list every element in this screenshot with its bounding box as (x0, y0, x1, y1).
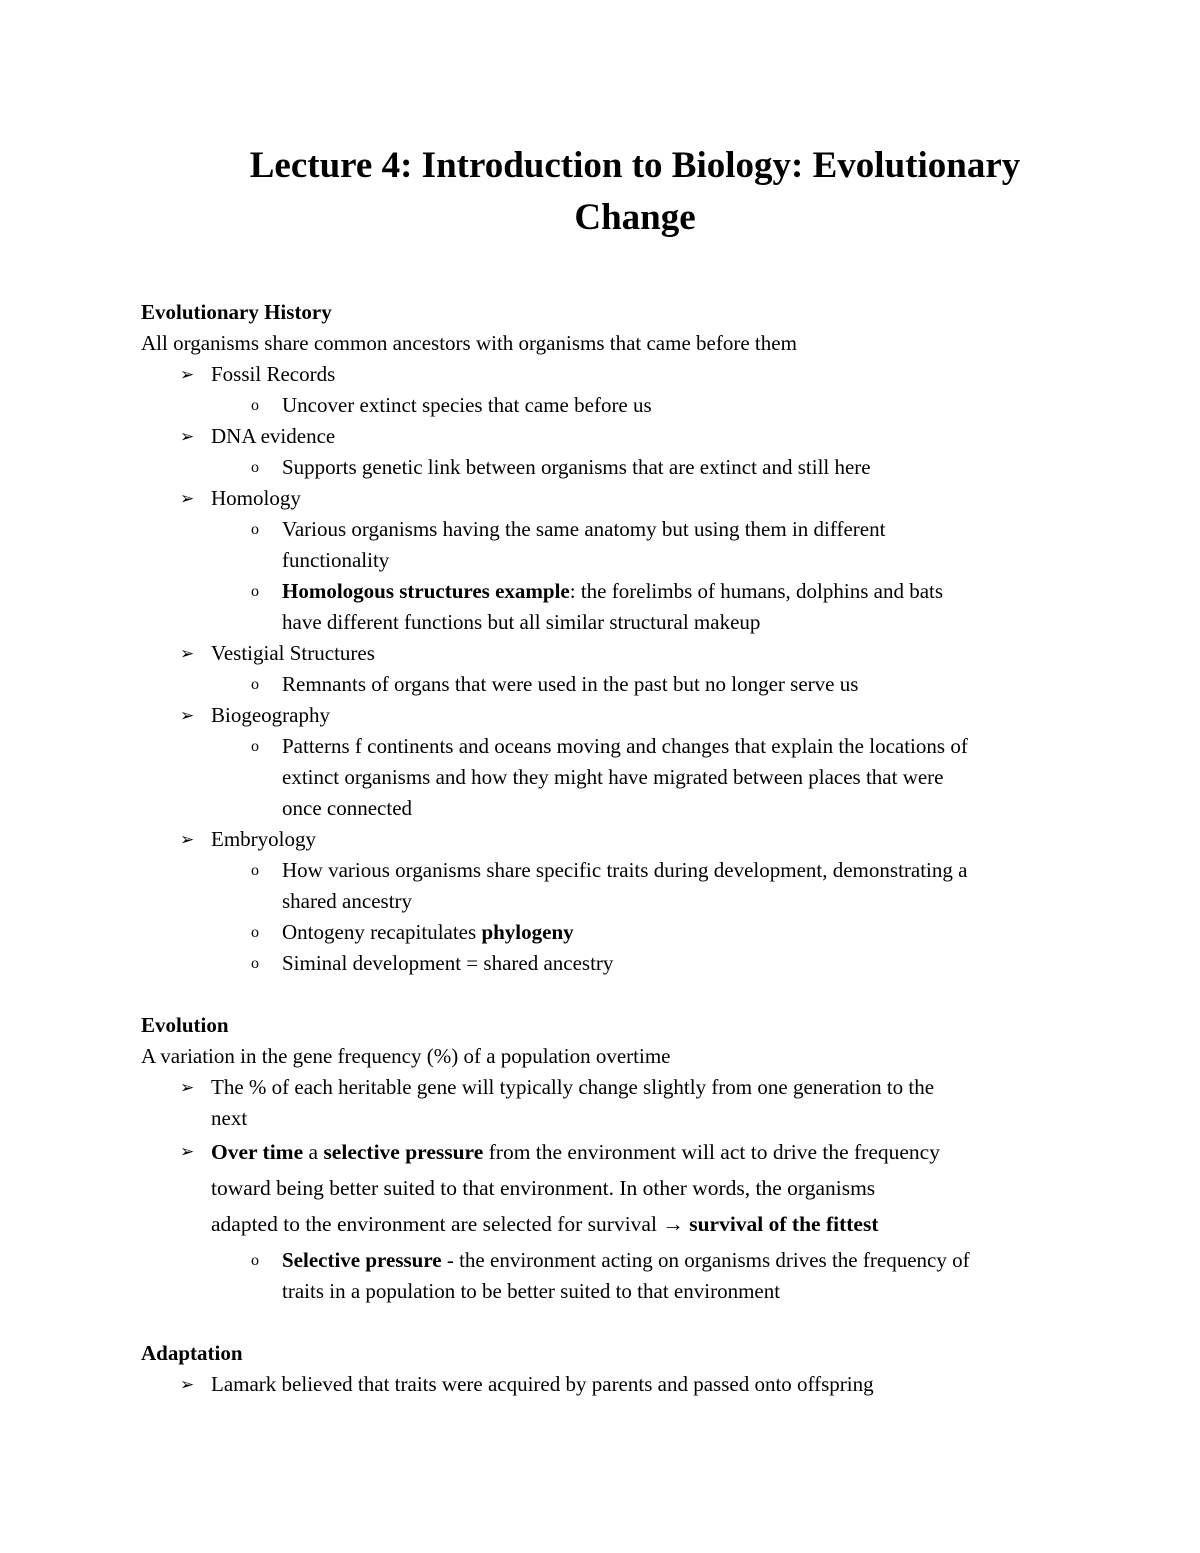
circle-bullet-icon: o (251, 924, 259, 941)
arrow-bullet-icon: ➢ (180, 365, 195, 384)
list-item-dna-evidence: DNA evidence (211, 424, 336, 448)
sub-item-embryo-1b: shared ancestry (282, 889, 413, 913)
circle-bullet-icon: o (251, 862, 259, 879)
sub-item-homology-2a (282, 576, 943, 607)
circle-bullet-icon: o (251, 738, 259, 755)
evolution-item-2-text-a: a (303, 1140, 324, 1164)
arrow-bullet-icon: ➢ (180, 644, 195, 663)
sub-item-embryo-2 (282, 917, 574, 948)
sub-item-homology-1b: functionality (282, 548, 390, 572)
sub-item-embryo-1a: How various organisms share specific traits during development, demonstrating a (282, 858, 968, 882)
page-title: Lecture 4: Introduction to Biology: Evolutionary Change (249, 145, 1021, 238)
sub-item-biogeo-1b: extinct organisms and how they might have migrated between places that were (282, 765, 944, 789)
circle-bullet-icon: o (251, 1252, 259, 1269)
list-item-biogeography: Biogeography (211, 703, 330, 727)
circle-bullet-icon: o (251, 955, 259, 972)
circle-bullet-icon: o (251, 676, 259, 693)
section-heading-adaptation: Adaptation (141, 1341, 243, 1365)
adaptation-item-1: Lamark believed that traits were acquired by parents and passed onto offspring (211, 1372, 874, 1396)
arrow-bullet-icon: ➢ (180, 489, 195, 508)
sub-item-biogeo-1c: once connected (282, 796, 413, 820)
selective-pressure-term: selective pressure (323, 1140, 484, 1164)
arrow-bullet-icon: ➢ (180, 1375, 195, 1394)
sub-item-biogeo-1a: Patterns f continents and oceans moving and changes that explain the locations of (282, 734, 968, 758)
evolution-item-2-line2: toward being better suited to that environment. In other words, the organisms (211, 1176, 876, 1200)
section-heading-evolution: Evolution (141, 1013, 229, 1037)
list-item-homology: Homology (211, 486, 301, 510)
evolution-item-1a: The % of each heritable gene will typically change slightly from one generation to the (211, 1075, 935, 1099)
evolution-item-2-line1 (211, 1134, 940, 1170)
sub-item-vestigial: Remnants of organs that were used in the past but no longer serve us (282, 672, 859, 696)
list-item-fossil-records: Fossil Records (211, 362, 336, 386)
circle-bullet-icon: o (251, 397, 259, 414)
arrow-bullet-icon: ➢ (180, 1078, 195, 1097)
arrow-bullet-icon: ➢ (180, 1142, 195, 1161)
sub-item-homology-1a: Various organisms having the same anatomy but using them in different (282, 517, 886, 541)
sub-item-embryo-3: Siminal development = shared ancestry (282, 951, 614, 975)
evolution-item-1b: next (211, 1106, 248, 1130)
circle-bullet-icon: o (251, 521, 259, 538)
evolution-intro: A variation in the gene frequency (%) of a population overtime (141, 1044, 671, 1068)
homology-2-text: : the forelimbs of humans, dolphins and bats (569, 579, 944, 603)
evolution-item-2-text-b: from the environment will act to drive the frequency (483, 1140, 940, 1164)
history-intro: All organisms share common ancestors with organisms that came before them (141, 331, 797, 355)
sub-item-fossil: Uncover extinct species that came before us (282, 393, 652, 417)
homologous-structures-term: Homologous structures example (282, 579, 570, 603)
list-item-vestigial-structures: Vestigial Structures (211, 641, 375, 665)
circle-bullet-icon: o (251, 583, 259, 600)
sub-item-dna: Supports genetic link between organisms that are extinct and still here (282, 455, 871, 479)
arrow-bullet-icon: ➢ (180, 427, 195, 446)
evolution-sub-item-a (282, 1245, 970, 1276)
list-item-embryology: Embryology (211, 827, 316, 851)
survival-of-fittest-term: survival of the fittest (689, 1212, 879, 1236)
evolution-item-2-text-c: adapted to the environment are selected for survival → (211, 1212, 690, 1236)
over-time-term: Over time (211, 1140, 304, 1164)
sub-item-homology-2b: have different functions but all similar structural makeup (282, 610, 761, 634)
arrow-bullet-icon: ➢ (180, 706, 195, 725)
evolution-item-2-line3 (211, 1206, 878, 1242)
evolution-sub-item-b: traits in a population to be better suited to that environment (282, 1279, 781, 1303)
phylogeny-term: phylogeny (481, 920, 574, 944)
ontogeny-text: Ontogeny recapitulates (282, 920, 482, 944)
section-heading-evolutionary-history: Evolutionary History (141, 300, 332, 324)
circle-bullet-icon: o (251, 459, 259, 476)
selective-pressure-definition-term: Selective pressure (282, 1248, 442, 1272)
evolution-sub-text-a: - the environment acting on organisms drives the frequency of (441, 1248, 970, 1272)
arrow-bullet-icon: ➢ (180, 830, 195, 849)
